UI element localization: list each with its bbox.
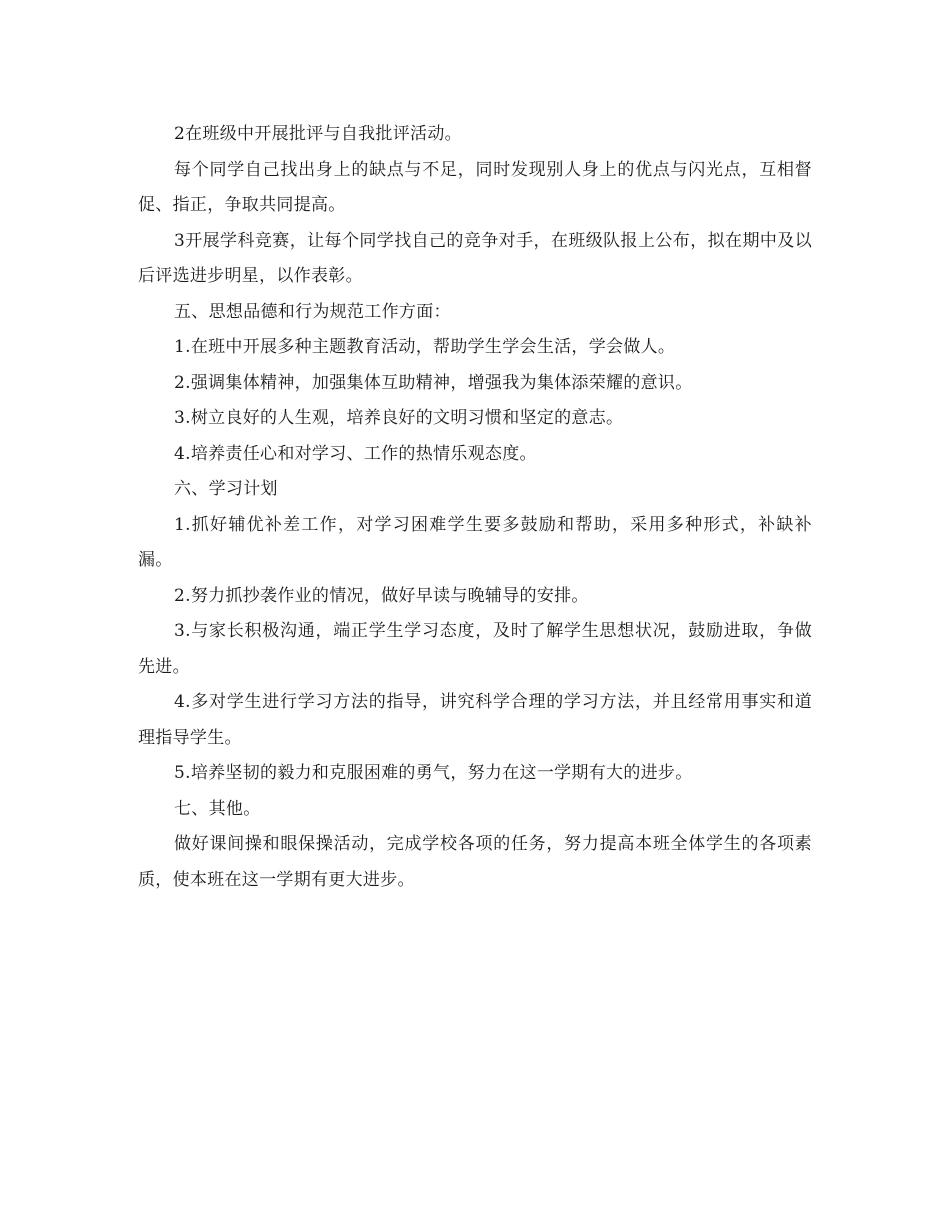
- paragraph-exercises: 做好课间操和眼保操活动，完成学校各项的任务，努力提高本班全体学生的各项素质，使本班在这一学期有更大进步。: [138, 834, 812, 890]
- section-heading-study-plan: 六、学习计划: [174, 479, 278, 499]
- paragraph-parent-communication: 3.与家长积极沟通，端正学生学习态度，及时了解学生思想状况，鼓励进取，争做先进。: [138, 621, 812, 677]
- paragraph-theme-education: 1.在班中开展多种主题教育活动，帮助学生学会生活，学会做人。: [174, 337, 676, 357]
- section-heading-moral-behavior: 五、思想品德和行为规范工作方面：: [174, 301, 451, 322]
- paragraph-responsibility: 4.培养责任心和对学习、工作的热情乐观态度。: [174, 443, 537, 464]
- paragraph-homework: 2.努力抓抄袭作业的情况，做好早读与晚辅导的安排。: [174, 585, 589, 606]
- paragraph-life-outlook: 3.树立良好的人生观，培养良好的文明习惯和坚定的意志。: [174, 408, 624, 428]
- section-heading-other: 七、其他。: [174, 798, 261, 819]
- paragraph-study-methods: 4.多对学生进行学习方法的指导，讲究科学合理的学习方法，并且经常用事实和道理指导学生。: [138, 692, 812, 748]
- paragraph-collective-spirit: 2.强调集体精神，加强集体互助精神，增强我为集体添荣耀的意识。: [174, 372, 693, 393]
- paragraph-criticism-activity: 2在班级中开展批评与自我批评活动。: [174, 124, 462, 144]
- paragraph-subject-competition: 3开展学科竞赛，让每个同学找自己的竞争对手，在班级队报上公布，拟在期中及以后评选进步明星，以作表彰。: [138, 230, 812, 286]
- document-body: [138, 117, 812, 898]
- paragraph-tutoring: 1.抓好辅优补差工作，对学习困难学生要多鼓励和帮助，采用多种形式，补缺补漏。: [138, 514, 812, 570]
- paragraph-self-reflection: 每个同学自己找出身上的缺点与不足，同时发现别人身上的优点与闪光点，互相督促、指正，争取共同提高。: [138, 159, 812, 215]
- paragraph-perseverance: 5.培养坚韧的毅力和克服困难的勇气，努力在这一学期有大的进步。: [174, 763, 693, 783]
